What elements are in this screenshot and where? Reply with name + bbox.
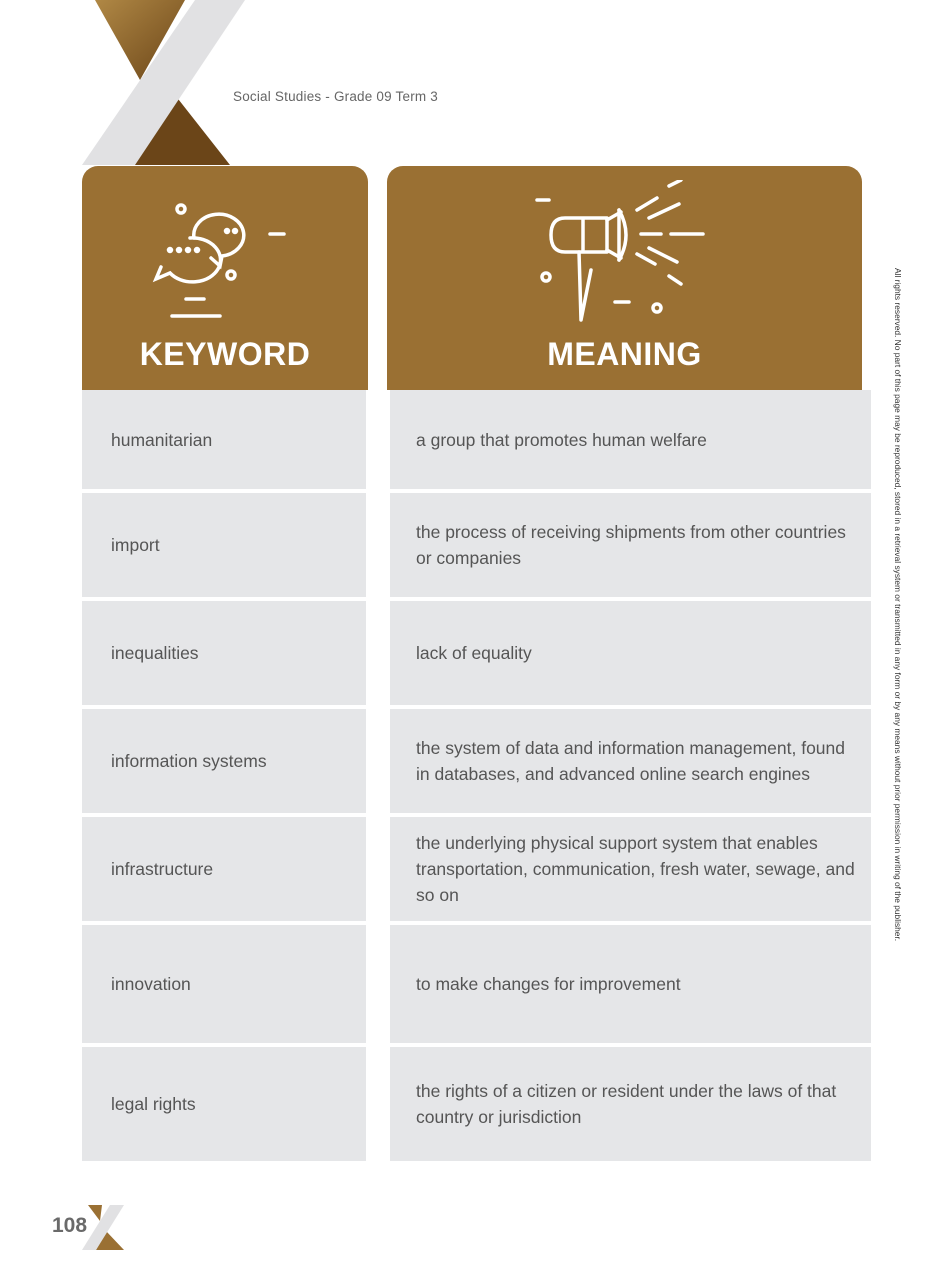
- glossary-row: [82, 493, 872, 597]
- glossary-row: [82, 817, 872, 921]
- keyword-cell: humanitarian: [82, 390, 366, 489]
- glossary-row: [82, 390, 872, 489]
- meaning-cell: the system of data and information management, found in databases, and advanced online search engines: [390, 709, 871, 813]
- speech-bubbles-icon: [150, 198, 300, 328]
- copyright-text: All rights reserved. No part of this page may be reproduced, stored in a retrieval system or transmitted in any form or by any means without prior permission in writing of the publisher.: [893, 268, 903, 942]
- keyword-cell: legal rights: [82, 1047, 366, 1161]
- meaning-cell: lack of equality: [390, 601, 871, 705]
- decorative-x-shape: [0, 0, 260, 175]
- meaning-cell: the underlying physical support system that enables transportation, communication, fresh water, sewage, and so on: [390, 817, 871, 921]
- running-head: Social Studies - Grade 09 Term 3: [233, 89, 438, 104]
- keyword-cell: infrastructure: [82, 817, 366, 921]
- glossary-table: [82, 390, 872, 1165]
- keyword-title: KEYWORD: [139, 336, 311, 372]
- glossary-row: [82, 1047, 872, 1161]
- keyword-header: [82, 166, 368, 390]
- keyword-cell: inequalities: [82, 601, 366, 705]
- copyright-notice: [893, 268, 903, 1008]
- meaning-cell: to make changes for improvement: [390, 925, 871, 1043]
- meaning-cell: the rights of a citizen or resident under the laws of that country or jurisdiction: [390, 1047, 871, 1161]
- glossary-row: [82, 925, 872, 1043]
- meaning-cell: the process of receiving shipments from other countries or companies: [390, 493, 871, 597]
- meaning-header: [387, 166, 862, 390]
- keyword-cell: information systems: [82, 709, 366, 813]
- page-number: 108: [52, 1214, 88, 1237]
- glossary-row: [82, 601, 872, 705]
- meaning-title: MEANING: [547, 336, 702, 372]
- glossary-row: [82, 709, 872, 813]
- megaphone-icon: [529, 180, 719, 330]
- footer-x-logo: [80, 1205, 128, 1251]
- keyword-cell: innovation: [82, 925, 366, 1043]
- keyword-cell: import: [82, 493, 366, 597]
- meaning-cell: a group that promotes human welfare: [390, 390, 871, 489]
